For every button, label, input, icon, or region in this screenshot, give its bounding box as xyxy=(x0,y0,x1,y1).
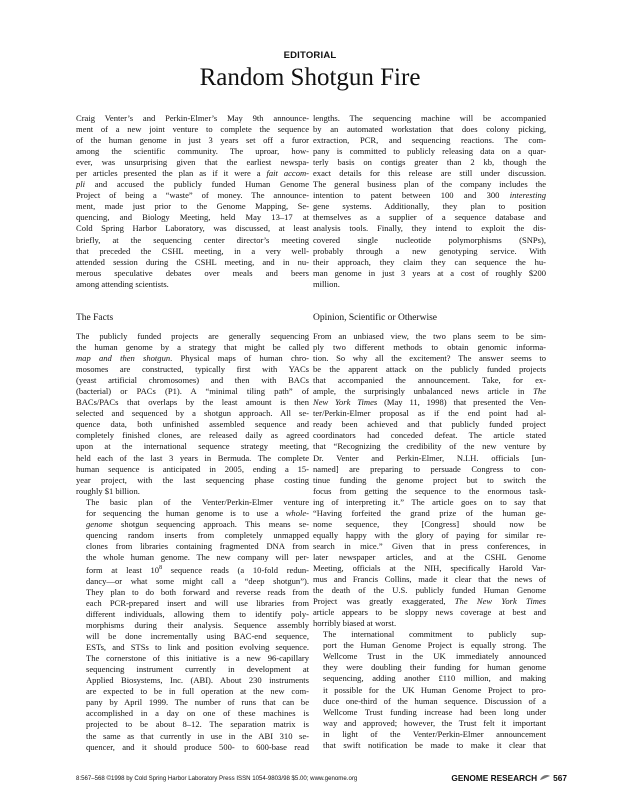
text-line: are expected to be in full operation at the new com- xyxy=(86,686,309,697)
text-line: analysis tools. Finally, they intend to exploit the dis- xyxy=(313,223,546,234)
text-line: briefly, at the sequencing center director’s meeting xyxy=(76,234,309,245)
text-line: Wellcome Trust funding increase had been long under xyxy=(323,706,546,717)
text-line: genome shotgun sequencing approach. This means se- xyxy=(86,518,309,529)
text-line: roughly $1 billion. xyxy=(76,485,140,496)
section-heading-opinion: Opinion, Scientific or Otherwise xyxy=(313,313,438,323)
section-heading-facts: The Facts xyxy=(76,313,114,323)
text-line: Applied Biosystems, Inc. (ABI). About 230 instruments xyxy=(86,675,309,686)
text-line: article appears to be sloppy news coverage at best and xyxy=(313,607,546,618)
text-line: the same as that currently in use in the ABI 310 se- xyxy=(86,730,309,741)
text-line: focus from getting the sequence to the enormous task- xyxy=(313,485,546,496)
text-line: man genome in just 3 years at a cost of roughly $200 xyxy=(313,267,546,278)
text-line: themselves as a supplier of a sequence database and xyxy=(313,212,546,223)
text-line: map and then shotgun. Physical maps of human chro- xyxy=(76,353,309,364)
text-line: clones from libraries containing fragmented DNA from xyxy=(86,540,309,551)
left-intro-column xyxy=(76,113,309,290)
text-line: they were doubling their funding for human genome xyxy=(323,662,546,673)
paragraph xyxy=(313,113,546,290)
text-line: covered single nucleotide polymorphisms (SNPs), xyxy=(313,234,546,245)
text-line: upon at the international sequence strategy meeting, xyxy=(76,441,309,452)
paragraph xyxy=(76,113,309,290)
text-line: The publicly funded projects are generally sequencing xyxy=(76,331,309,341)
text-line: Wellcome Trust in the UK immediately announced xyxy=(323,651,546,662)
text-line: that accompanied the announcement. Take, for ex- xyxy=(313,375,546,386)
text-line: their approach, they claim they can sequence the hu- xyxy=(313,256,546,267)
text-line: duce one-third of the human sequence. Discussion of a xyxy=(323,695,546,706)
paragraph xyxy=(76,497,309,753)
text-line: will be done incrementally using BAC-end sequence, xyxy=(86,631,309,642)
text-line: held each of the last 3 years in Bermuda. The complete xyxy=(76,452,309,463)
text-line: morphisms during their analysis. Sequence assembly xyxy=(86,620,309,631)
text-line: pli and accused the publicly funded Human Genome xyxy=(76,179,309,190)
text-line: that preceded the CSHL meeting, in a very well- xyxy=(76,245,309,256)
text-line: among attending scientists. xyxy=(76,278,169,289)
text-line: quence data, both unfinished assembled sequence and xyxy=(76,419,309,430)
paragraph xyxy=(313,629,546,751)
text-line: sequencing, adding another £110 million, and making xyxy=(323,673,546,684)
text-line: for sequencing the human genome is to use a whole- xyxy=(86,507,309,518)
text-line: attended session during the CSHL meeting, and in nu- xyxy=(76,256,309,267)
journal-logo-icon xyxy=(539,774,551,782)
text-line: tinue funding the genome project but to switch the xyxy=(313,474,546,485)
text-line: tion. So why all the excitement? The answer seems to xyxy=(313,353,546,364)
text-line: ever, was unsurprising given that the earliest newspa- xyxy=(76,157,309,168)
text-line: Project of being a “waste” of money. The announce- xyxy=(76,190,309,201)
text-line: million. xyxy=(313,278,340,289)
left-body-column xyxy=(76,331,309,753)
text-line: selected and sequenced by a shotgun approach. All se- xyxy=(76,408,309,419)
text-line: the human genome by a strategy that might be called xyxy=(76,342,309,353)
text-line: projected to be about 8–12. The separation matrix is xyxy=(86,719,309,730)
text-line: dancy—or what some might call a “deep shotgun”). xyxy=(86,575,309,586)
page-number: 567 xyxy=(553,773,567,783)
section-label: EDITORIAL xyxy=(283,50,337,61)
right-intro-column xyxy=(313,113,546,290)
text-line: it possible for the UK Human Genome Project to pro- xyxy=(323,684,546,695)
text-line: the whole human genome. The new company will per- xyxy=(86,551,309,562)
footer-journal xyxy=(451,773,567,783)
text-line: merous speculative debates over meals and beers xyxy=(76,267,309,278)
text-line: (yeast artificial chromosomes) and then with BACs xyxy=(76,375,309,386)
text-line: Dr. Venter and Perkin-Elmer, N.I.H. officials [un- xyxy=(313,452,546,463)
text-line: of the human genome in just 3 years set off a furor xyxy=(76,135,309,146)
text-line: BACs/PACs that overlaps by the least amount is then xyxy=(76,397,309,408)
text-line: Project was greatly exaggerated, The New York Times xyxy=(313,596,546,607)
text-line: ply two different methods to obtain genomic informa- xyxy=(313,342,546,353)
article-title: Random Shotgun Fire xyxy=(199,64,421,91)
text-line: port the Human Genome Project is equally strong. The xyxy=(323,640,546,651)
text-line: exact details for this release are still under discussion. xyxy=(313,168,546,179)
text-line: per articles presented the plan as if it were a fait accom- xyxy=(76,168,310,179)
text-line: that “Recognizing the credibility of the new venture by xyxy=(313,441,546,452)
text-line: ter/Perkin-Elmer proposal as if the end point had al- xyxy=(313,408,546,419)
text-line: ESTs, and STSs to link and position evolving sequence. xyxy=(86,642,309,653)
text-line: mus and Francis Collins, made it clear that the news of xyxy=(313,574,546,585)
text-line: Meeting, officials at the NIH, specifically Harold Var- xyxy=(313,562,546,573)
journal-name: GENOME RESEARCH xyxy=(451,773,538,783)
text-line: Craig Venter’s and Perkin-Elmer’s May 9th announce- xyxy=(76,113,309,123)
text-line: They plan to do both forward and reverse reads from xyxy=(86,586,309,597)
text-line: ing of interpreting it.” The article goes on to say that xyxy=(313,496,546,507)
text-line: way and approved; however, the Trust felt it important xyxy=(323,717,546,728)
text-line: in light of the Venter/Perkin-Elmer announcement xyxy=(323,728,546,739)
text-line: gene systems. Additionally, they plan to position xyxy=(313,201,546,212)
text-line: ample, the surprisingly unbalanced news article in The xyxy=(313,386,546,397)
text-line: nome sequence, they [Congress] should now be xyxy=(313,518,546,529)
text-line: The basic plan of the Venter/Perkin-Elmer venture xyxy=(86,496,309,507)
text-line: lengths. The sequencing machine will be accompanied xyxy=(313,113,546,123)
text-line: human sequence is anticipated in 2005, ending a 15- xyxy=(76,463,309,474)
text-line: different individuals, allowing them to identify poly- xyxy=(86,609,309,620)
text-line: the death of the U.S. publicly funded Human Genome xyxy=(313,585,546,596)
text-line: quencer, and it should produce 500- to 600-base read xyxy=(86,741,309,752)
text-line: that swift notification be made to make it clear that xyxy=(323,739,546,750)
text-line: accomplished in a day on one of these machines is xyxy=(86,708,309,719)
text-line: The international commitment to publicly sup- xyxy=(323,629,546,640)
right-body-column xyxy=(313,331,546,751)
text-line: horribly biased at worst. xyxy=(313,618,397,629)
text-line-continuation: sequence reads (a 10-fold redun- xyxy=(162,564,309,575)
text-line: New York Times (May 11, 1998) that presented the Ven- xyxy=(313,397,547,408)
text-line: probably through a new genotyping service. With xyxy=(313,245,546,256)
footer-citation: 8:567–568 ©1998 by Cold Spring Harbor Laboratory Press ISSN 1054-9803/98 $5.00; www.genome.org xyxy=(76,775,358,782)
text-line: extraction, PCR, and sequencing reactions. The com- xyxy=(313,135,546,146)
text-line: later newspaper articles, and at the CSHL Genome xyxy=(313,551,546,562)
text-line: ment of a new joint venture to complete the sequence xyxy=(76,124,309,135)
text-line: The general business plan of the company includes the xyxy=(313,179,546,190)
text-line: mosomes are constructed, typically first with YACs xyxy=(76,364,309,375)
paragraph xyxy=(76,331,309,497)
text-line: named] are preparing to persuade Congress to con- xyxy=(313,463,546,474)
text-line: “Having forfeited the grand prize of the human ge- xyxy=(313,507,546,518)
text-line: (bacterial) or PACs (P1). A “minimal tiling path” of xyxy=(76,386,309,397)
text-line: completely finished clones, are released daily as agreed xyxy=(76,430,309,441)
text-line: equally happy with the glory of paying for similar re- xyxy=(313,529,546,540)
text-line: terly basis on contigs greater than 2 kb, though the xyxy=(313,157,546,168)
text-line: The cornerstone of this initiative is a new 96-capillary xyxy=(86,653,309,664)
text-line: sequencing instrument currently in development at xyxy=(86,664,309,675)
text-line: coordinators had conceded defeat. The article stated xyxy=(313,430,546,441)
text-line: pany by April 1999. The number of runs that can be xyxy=(86,697,309,708)
text-line: search in mice.” Given that in press conferences, in xyxy=(313,540,546,551)
text-line: be the apparent attack on the publicly funded projects xyxy=(313,364,546,375)
text-line: Cold Spring Harbor Laboratory, was discussed, at least xyxy=(76,223,309,234)
text-line: among the scientific community. The uproar, how- xyxy=(76,146,309,157)
text-line: ready been achieved and that publicly funded project xyxy=(313,419,546,430)
text-line: quencing random inserts from completely unmapped xyxy=(86,529,309,540)
text-line: by an automated workstation that does colony picking, xyxy=(313,124,546,135)
exponent: 8 xyxy=(159,564,163,571)
paragraph xyxy=(313,331,546,629)
text-line: year project, with the last sequencing phase costing xyxy=(76,474,309,485)
text-line: intention to patent between 100 and 300 interesting xyxy=(313,190,546,201)
text-line: ment, made just prior to the Genome Mapping, Se- xyxy=(76,201,309,212)
text-line: From an unbiased view, the two plans seem to be sim- xyxy=(313,331,546,341)
text-line: pany is committed to publicly releasing data on a quar- xyxy=(313,146,546,157)
text-line: form at least $10^8$ sequence reads (a 10-fold redun- xyxy=(86,564,309,575)
text-line: quencing, and Biology Meeting, held May 13–17 at xyxy=(76,212,309,223)
text-line: each PCR-prepared insert and will use libraries from xyxy=(86,597,309,608)
